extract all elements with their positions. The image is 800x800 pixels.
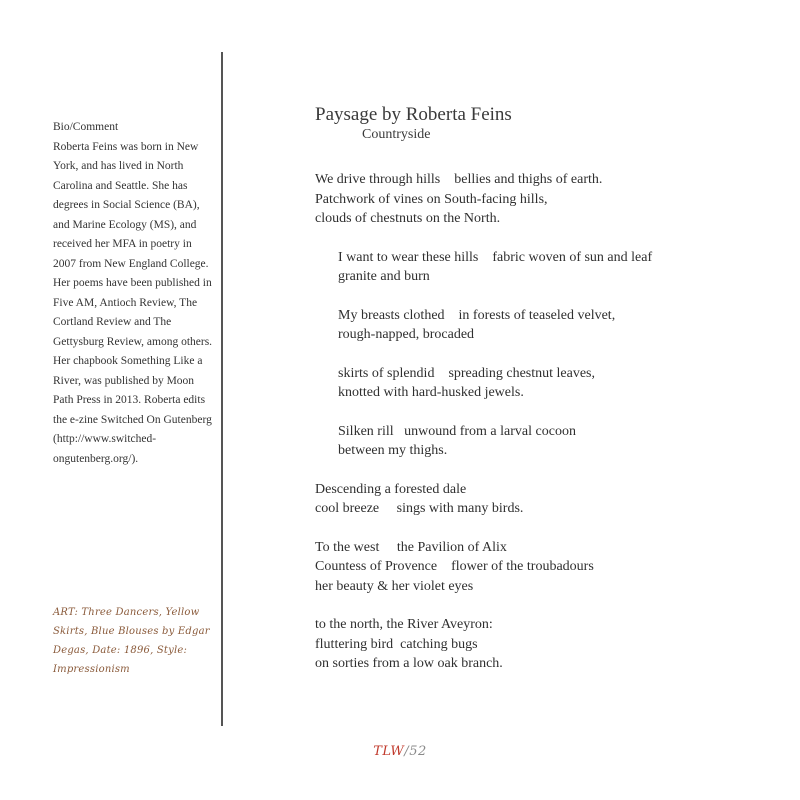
poem-stanza [338,248,775,287]
poem [315,104,775,693]
bio-column [53,118,215,469]
poem-line: I want to wear these hills fabric woven of sun and leaf [338,249,653,265]
poem-line: between my thighs. [338,443,448,458]
poem-line: granite and burn [338,269,430,284]
poem-line: My breasts clothed in forests of teaseled velvet, [338,307,616,323]
poem-line: on sorties from a low oak branch. [315,656,503,671]
poem-line: knotted with hard-husked jewels. [338,385,524,400]
poem-stanzas [315,170,775,674]
bio-heading: Bio/Comment [53,121,119,133]
poem-line: Silken rill unwound from a larval cocoon [338,423,576,439]
poem-line: Countess of Provence flower of the troubadours [315,559,594,574]
poem-line: Descending a forested dale [315,481,467,497]
poem-stanza [338,306,775,345]
page-number: 52 [409,744,427,759]
poem-line: rough-napped, brocaded [338,327,475,342]
poem-line: to the north, the River Aveyron: [315,617,493,632]
poem-line: clouds of chestnuts on the North. [315,211,501,226]
poem-line: To the west the Pavilion of Alix [315,539,507,555]
poem-stanza [315,538,775,597]
poem-stanza [338,364,775,403]
poem-line: We drive through hills bellies and thighs of earth. [315,172,603,187]
art-credit: ART: Three Dancers, Yellow Skirts, Blue Blouses by Edgar Degas, Date: 1896, Style: Impressionism [53,607,210,675]
footer-separator: / [404,744,410,759]
magazine-mark: TLW [373,744,405,759]
poem-title: Paysage by Roberta Feins [315,104,512,125]
poem-stanza [315,170,775,229]
poem-line: fluttering bird catching bugs [315,636,478,652]
column-divider [221,52,223,726]
poem-line: skirts of splendid spreading chestnut leaves, [338,365,596,381]
poem-line: her beauty & her violet eyes [315,578,474,594]
bio-text: Roberta Feins was born in New York, and has lived in North Carolina and Seattle. She has degrees in Social Science (BA), and Marine Ecology (MS), and received her MFA in poetry in 2007 from New England College. Her poems have been published in Five AM, Antioch Review, The Cortland Review and The Gettysburg Review, among others. Her chapbook Something Like a River, was published by Moon Path Press in 2013. Roberta edits the e-zine Switched On Gutenberg (http://www.switched-ongutenberg.org/). [53,140,213,465]
poem-stanza [315,615,775,674]
poem-stanza [315,480,775,519]
poem-subtitle: Countryside [362,127,431,142]
poem-stanza [338,422,775,461]
poem-line: Patchwork of vines on South-facing hills, [315,191,548,207]
poem-line: cool breeze sings with many birds. [315,501,524,516]
page-footer [0,744,800,759]
